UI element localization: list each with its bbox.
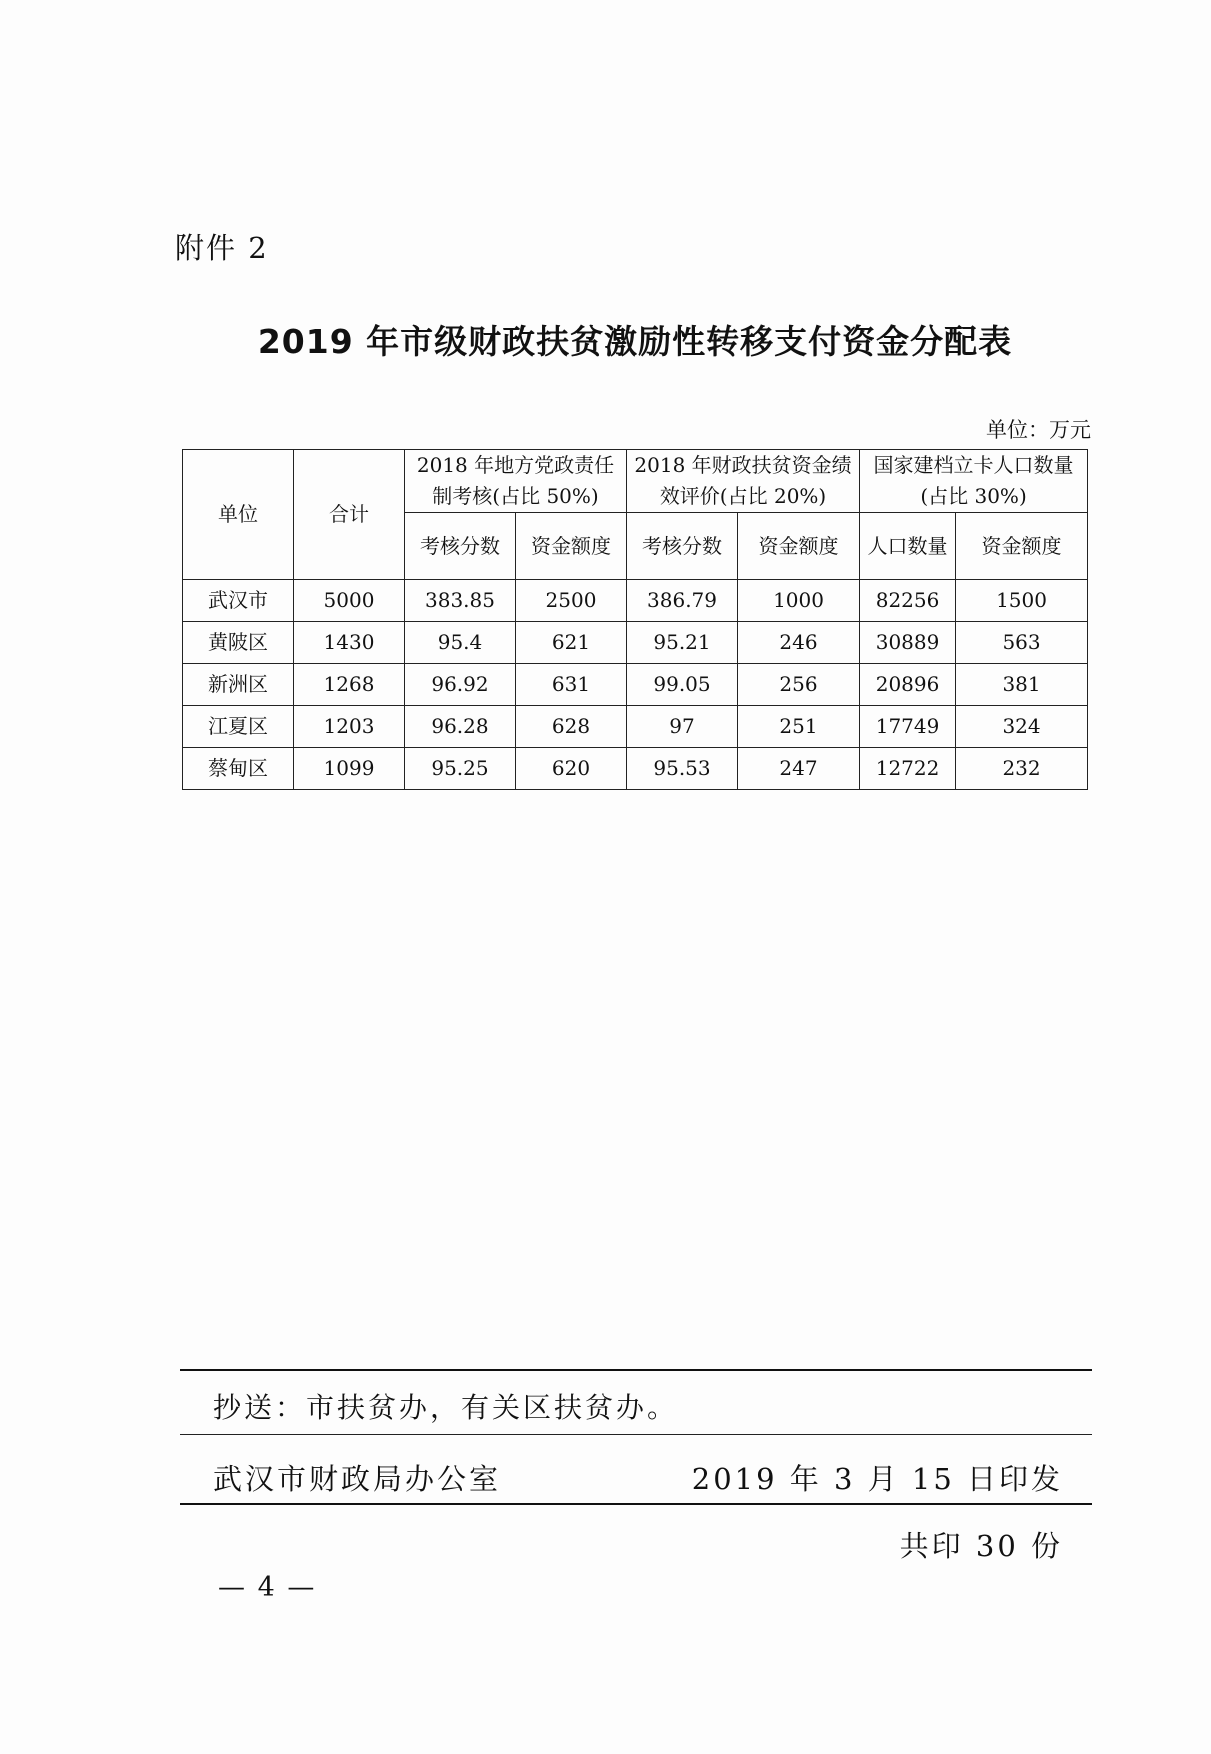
cell-amount-1: 631 [516, 664, 627, 706]
cell-unit: 江夏区 [183, 706, 294, 748]
cell-score-2: 386.79 [627, 580, 738, 622]
subheader-amount-3: 资金额度 [956, 513, 1088, 580]
cell-amount-3: 1500 [956, 580, 1088, 622]
subheader-amount-1: 资金额度 [516, 513, 627, 580]
cell-score-1: 96.28 [405, 706, 516, 748]
cell-total: 5000 [294, 580, 405, 622]
cell-score-2: 97 [627, 706, 738, 748]
cell-score-1: 95.25 [405, 748, 516, 790]
header-unit: 单位 [183, 450, 294, 580]
cell-score-1: 95.4 [405, 622, 516, 664]
cell-amount-3: 381 [956, 664, 1088, 706]
cell-population: 30889 [860, 622, 956, 664]
cell-total: 1099 [294, 748, 405, 790]
cell-score-1: 96.92 [405, 664, 516, 706]
table-row [183, 580, 1088, 622]
cell-amount-1: 620 [516, 748, 627, 790]
cell-unit: 蔡甸区 [183, 748, 294, 790]
cell-amount-2: 246 [738, 622, 860, 664]
attachment-label: 附件 2 [175, 231, 269, 265]
cell-amount-2: 247 [738, 748, 860, 790]
cell-amount-2: 1000 [738, 580, 860, 622]
cell-unit: 黄陂区 [183, 622, 294, 664]
cell-amount-3: 324 [956, 706, 1088, 748]
copies-count: 共印 30 份 [899, 1529, 1063, 1563]
cell-total: 1268 [294, 664, 405, 706]
allocation-table [182, 449, 1088, 790]
table-row [183, 664, 1088, 706]
subheader-score-2: 考核分数 [627, 513, 738, 580]
footer-bottom-rule [180, 1503, 1092, 1505]
footer-middle-rule [180, 1434, 1092, 1435]
cell-population: 82256 [860, 580, 956, 622]
issuer: 武汉市财政局办公室 [213, 1462, 502, 1496]
page-number: — 4 — [218, 1572, 317, 1603]
subheader-population: 人口数量 [860, 513, 956, 580]
cell-amount-3: 563 [956, 622, 1088, 664]
header-total: 合计 [294, 450, 405, 580]
header-group-fund-evaluation: 2018 年财政扶贫资金绩效评价(占比 20%) [627, 450, 860, 513]
cell-amount-1: 628 [516, 706, 627, 748]
cell-score-2: 95.53 [627, 748, 738, 790]
cell-amount-1: 2500 [516, 580, 627, 622]
table-row [183, 706, 1088, 748]
cell-population: 12722 [860, 748, 956, 790]
subheader-amount-2: 资金额度 [738, 513, 860, 580]
cell-amount-2: 251 [738, 706, 860, 748]
issue-date: 2019 年 3 月 15 日印发 [691, 1462, 1063, 1496]
cell-score-2: 99.05 [627, 664, 738, 706]
cell-total: 1430 [294, 622, 405, 664]
cell-amount-1: 621 [516, 622, 627, 664]
document-title: 2019 年市级财政扶贫激励性转移支付资金分配表 [257, 322, 1013, 361]
cell-amount-2: 256 [738, 664, 860, 706]
footer-top-rule [180, 1369, 1092, 1371]
header-group-population: 国家建档立卡人口数量(占比 30%) [860, 450, 1088, 513]
cell-unit: 新洲区 [183, 664, 294, 706]
cell-score-2: 95.21 [627, 622, 738, 664]
table-header-row [183, 450, 1088, 513]
cell-population: 17749 [860, 706, 956, 748]
subheader-score-1: 考核分数 [405, 513, 516, 580]
cell-unit: 武汉市 [183, 580, 294, 622]
table-row [183, 748, 1088, 790]
unit-label: 单位：万元 [986, 418, 1091, 442]
cell-population: 20896 [860, 664, 956, 706]
cc-line: 抄送：市扶贫办，有关区扶贫办。 [213, 1391, 679, 1424]
table-row [183, 622, 1088, 664]
cell-amount-3: 232 [956, 748, 1088, 790]
cell-score-1: 383.85 [405, 580, 516, 622]
header-group-party-assessment: 2018 年地方党政责任制考核(占比 50%) [405, 450, 627, 513]
cell-total: 1203 [294, 706, 405, 748]
